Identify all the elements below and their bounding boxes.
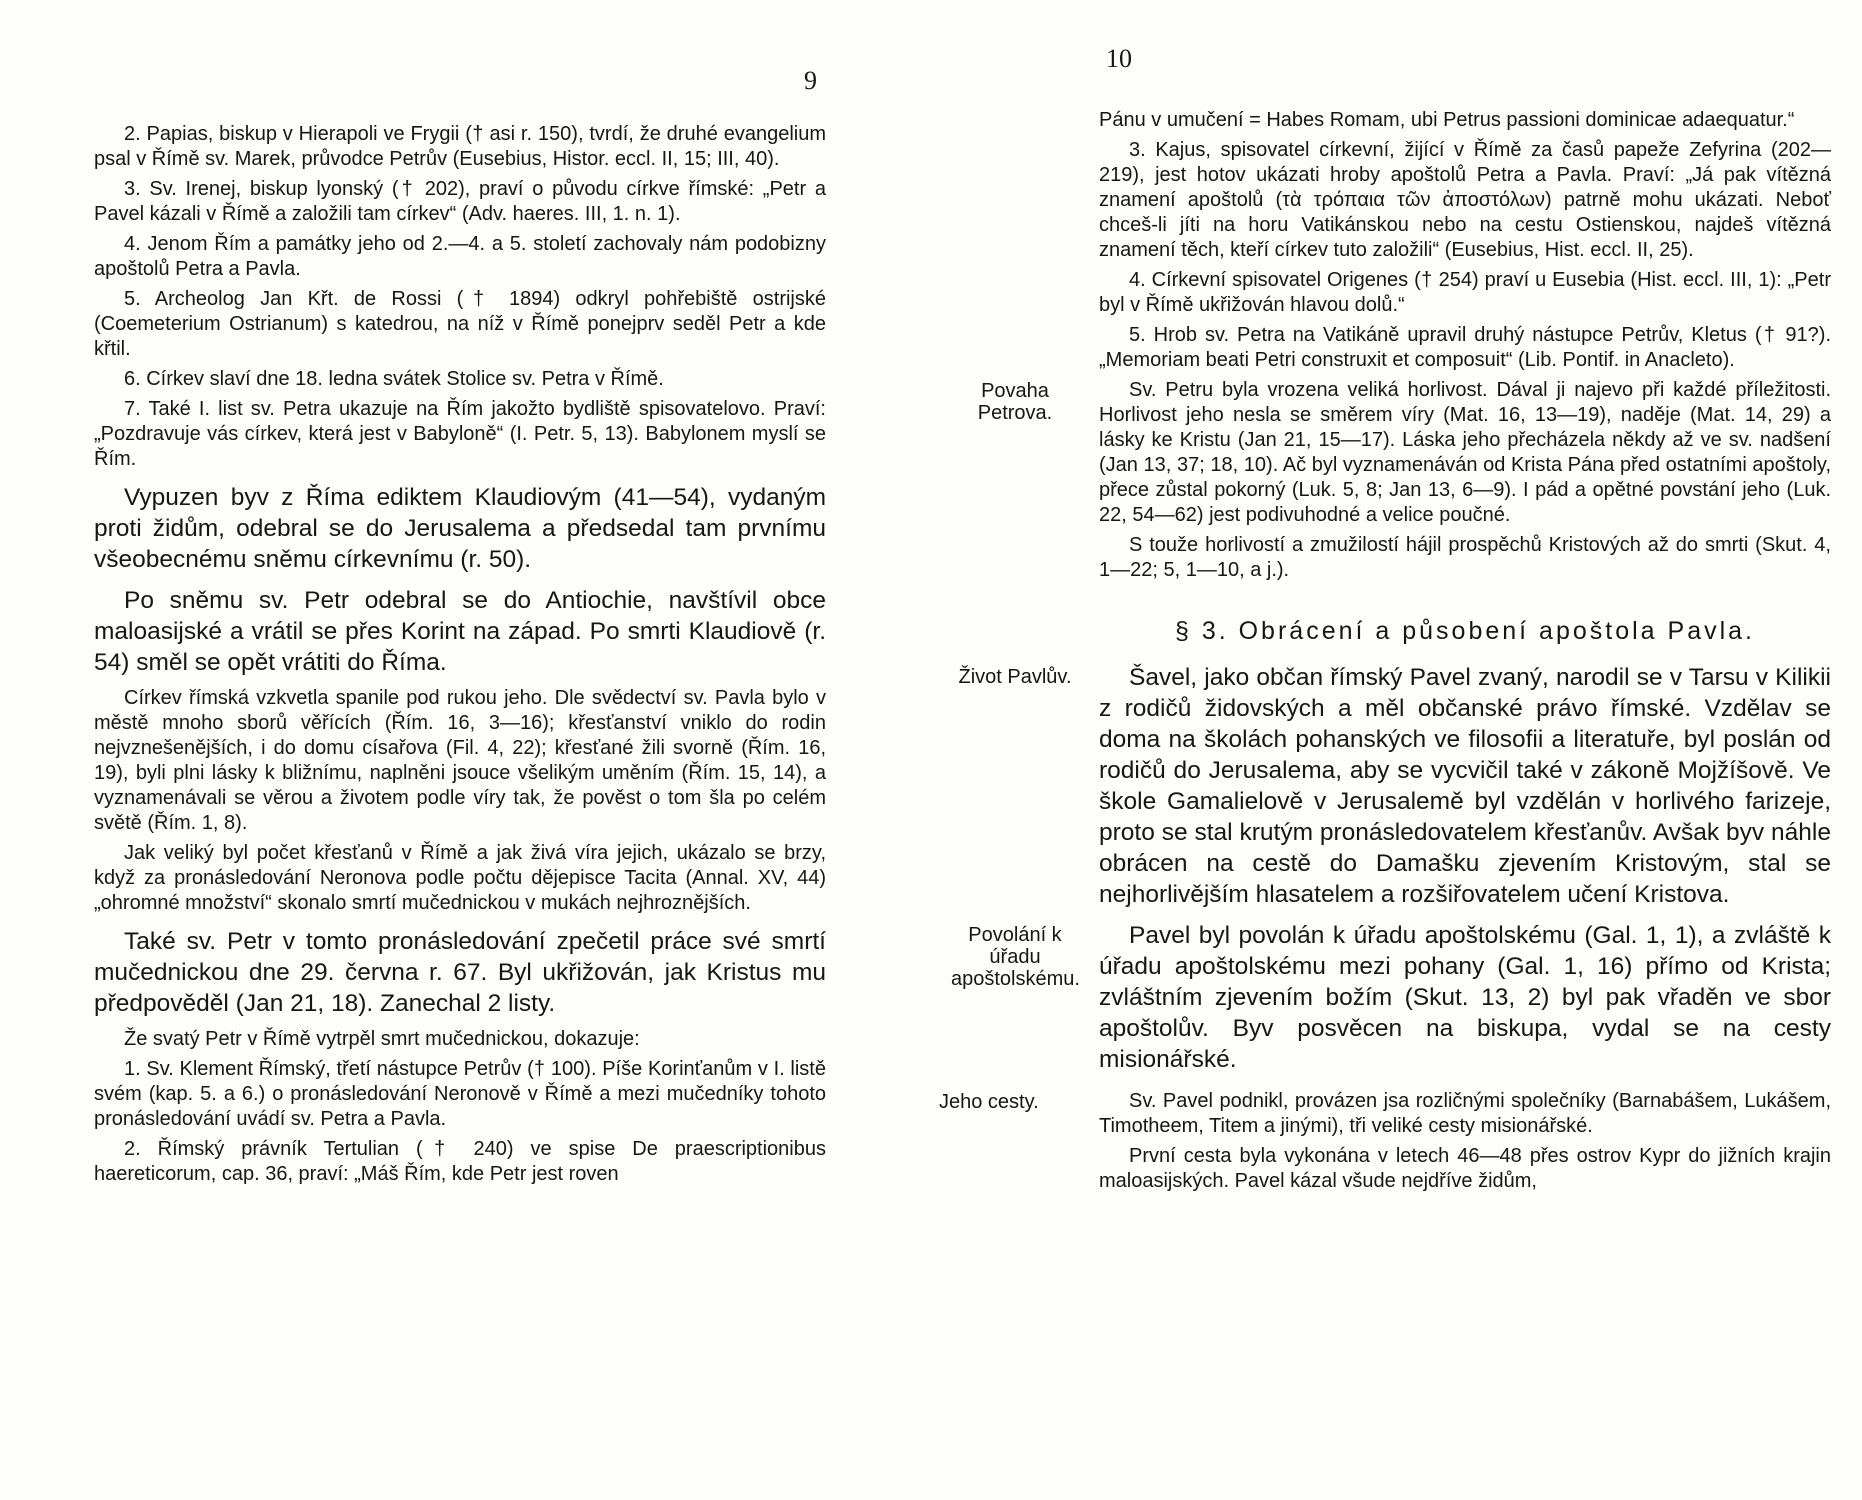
paragraph: 4. Církevní spisovatel Origenes († 254) praví u Eusebia (Hist. eccl. III, 1): „Petr byl v Římě ukřižován hlavou dolů.“	[1099, 269, 1831, 316]
section-povaha	[977, 378, 1831, 528]
left-text-column	[94, 122, 826, 1192]
paragraph-large: Šavel, jako občan římský Pavel zvaný, narodil se v Tarsu v Kilikii z rodičů židovských a měl občanské právo římské. Vzdělav se doma na školách pohanských ve filosofii a literatuře, byl poslán od rodičů do Jerusalema, aby se vycvičil také v zákoně Mojžíšově. Ve škole Gamalielově v Jerusalemě byl vzdělán v horlivého farizeje, proto se stal krutým pronásledovatelem křesťanův. Avšak byv náhle obrácen na cestě do Damašku zjevením Kristovým, stal se nejhorlivějším hlasatelem a rozšiřovatelem učení Kristova.	[1099, 664, 1831, 908]
section-povolani	[951, 920, 1831, 1075]
paragraph: Církev římská vzkvetla spanile pod rukou jeho. Dle svědectví sv. Pavla bylo v městě mnoho sborů věřících (Řím. 16, 3—16); křesťanství vniklo do rodin nejvznešenějších, i do domu císařova (Fil. 4, 22); křesťané žili svorně (Řím. 16, 19), byli plni lásky k bližnímu, naplněni jsouce všelikým uměním (Řím. 15, 14), a vyznamenávali se věrou a životem podle víry tak, že pověst o tom šla po celém světě (Řím. 1, 8).	[94, 687, 826, 834]
paragraph: Že svatý Petr v Římě vytrpěl smrt mučednickou, dokazuje:	[124, 1028, 640, 1050]
page-number-left: 9	[804, 66, 817, 95]
paragraph: Sv. Petru byla vrozena veliká horlivost. Dával ji najevo při každé příležitosti. Horlivost jeho nesla se směrem víry (Mat. 16, 13—19), naděje (Mat. 14, 29) a lásky ke Kristu (Jan 21, 15—17). Láska jeho přecházela někdy až ve sv. nadšení (Jan 13, 37; 18, 10). Ač byl vyznamenáván od Krista Pána před ostatními apoštoly, přece zůstal pokorný (Luk. 5, 8; Jan 13, 6—9). I pád a opětné povstání jeho (Luk. 22, 54—62) jest podivuhodné a velice poučné.	[1099, 379, 1831, 526]
paragraph: První cesta byla vykonána v letech 46—48 přes ostrov Kypr do jižních krajin maloasijských. Pavel kázal všude nejdříve židům,	[1099, 1145, 1831, 1192]
right-page	[931, 0, 1862, 1500]
margin-note-zivot: Život Pavlův.	[958, 666, 1072, 688]
paragraph: 2. Římský právník Tertulian († 240) ve spise De praescriptionibus haereticorum, cap. 36, praví: „Máš Řím, kde Petr jest roven	[94, 1138, 826, 1185]
paragraph: 5. Hrob sv. Petra na Vatikáně upravil druhý nástupce Petrův, Kletus († 91?). „Memoriam beati Petri construxit et composuit“ (Lib. Pontif. in Anacleto).	[1099, 324, 1831, 371]
paragraph: 3. Kajus, spisovatel církevní, žijící v Římě za časů papeže Zefyrina (202—219), jest hotov ukázati hroby apoštolů Petra a Pavla. Praví: „Já pak vítězná znamení apoštolů (τὰ τρόπαια τῶν ἀποστόλων) patrně mohu ukázati. Neboť chceš-li jíti na horu Vatikánskou nebo na cestu Ostienskou, najdeš vítězná znamení těch, kteří církev tuto založili“ (Eusebius, Hist. eccl. II, 25).	[1099, 139, 1831, 261]
paragraph-large: Pavel byl povolán k úřadu apoštolskému (Gal. 1, 1), a zvláště k úřadu apoštolskému mezi pohany (Gal. 1, 16) přímo od Krista; zvláštním zjevením božím (Skut. 13, 2) byl pak vřaděn ve sbor apoštolův. Byv posvěcen na biskupa, vydal se na cesty misionářské.	[1099, 922, 1831, 1073]
margin-note-cesty: Jeho cesty.	[939, 1091, 1039, 1113]
paragraph: 5. Archeolog Jan Křt. de Rossi († 1894) odkryl pohřebiště ostrijské (Coemeterium Ostrianum) s katedrou, na níž v Římě ponejprv seděl Petr a kde křtil.	[94, 288, 826, 360]
paragraph: 2. Papias, biskup v Hierapoli ve Frygii († asi r. 150), tvrdí, že druhé evangelium psal v Římě sv. Marek, průvodce Petrův (Eusebius, Histor. eccl. II, 15; III, 40).	[94, 123, 826, 170]
paragraph: 1. Sv. Klement Římský, třetí nástupce Petrův († 100). Píše Korinťanům v I. listě svém (kap. 5. a 6.) o pronásledování Neronově v Římě a mezi mučedníky tohoto pronásledování uvádí sv. Petra a Pavla.	[94, 1058, 826, 1130]
paragraph: Sv. Pavel podnikl, provázen jsa rozličnými společníky (Barnabášem, Lukášem, Timotheem, Titem a jinými), tři veliké cesty misionářské.	[1099, 1090, 1831, 1137]
section-zivot	[958, 662, 1831, 910]
paragraph: Jak veliký byl počet křesťanů v Římě a jak živá víra jejich, ukázalo se brzy, když za pronásledování Neronova podle počtu dějepisce Tacita (Annal. XV, 44) „ohromné množství“ skonalo smrtí mučednickou v mukách nejhroznějších.	[94, 842, 826, 914]
margin-note-povaha: Povaha Petrova.	[977, 380, 1053, 424]
paragraph: Pánu v umučení = Habes Romam, ubi Petrus passioni dominicae adaequatur.“	[1099, 109, 1795, 131]
paragraph: 7. Také I. list sv. Petra ukazuje na Řím jakožto bydliště spisovatelovo. Praví: „Pozdravuje vás církev, která jest v Babyloně“ (I. Petr. 5, 13). Babylonem myslí se Řím.	[94, 398, 826, 470]
paragraph-large: Také sv. Petr v tomto pronásledování zpečetil práce své smrtí mučednickou dne 29. června r. 67. Byl ukřižován, jak Kristus mu předpověděl (Jan 21, 18). Zanechal 2 listy.	[94, 928, 826, 1017]
paragraph-large: Po sněmu sv. Petr odebral se do Antiochie, navštívil obce maloasijské a vrátil se přes Korint na západ. Po smrti Klaudiově (r. 54) směl se opět vrátiti do Říma.	[94, 587, 826, 676]
paragraph: S touže horlivostí a zmužilostí hájil prospěchů Kristových až do smrti (Skut. 4, 1—22; 5, 1—10, a j.).	[1099, 534, 1831, 581]
right-text-column	[939, 108, 1831, 1199]
paragraph: 3. Sv. Irenej, biskup lyonský († 202), praví o původu církve římské: „Petr a Pavel kázali v Římě a založili tam církev“ (Adv. haeres. III, 1. n. 1).	[94, 178, 826, 225]
page-number-right: 10	[1106, 44, 1132, 73]
section-heading: § 3. Obrácení a působení apoštola Pavla.	[1174, 617, 1756, 645]
section-cesty	[939, 1089, 1831, 1139]
paragraph-large: Vypuzen byv z Říma ediktem Klaudiovým (41—54), vydaným proti židům, odebral se do Jerusalema a předsedal tam prvnímu všeobecnému sněmu církevnímu (r. 50).	[94, 484, 826, 573]
paragraph: 4. Jenom Řím a památky jeho od 2.—4. a 5. století zachovaly nám podobizny apoštolů Petra a Pavla.	[94, 233, 826, 280]
paragraph: 6. Církev slaví dne 18. ledna svátek Stolice sv. Petra v Římě.	[124, 368, 664, 390]
margin-note-povolani: Povolání k úřadu apoštolskému.	[951, 924, 1080, 990]
